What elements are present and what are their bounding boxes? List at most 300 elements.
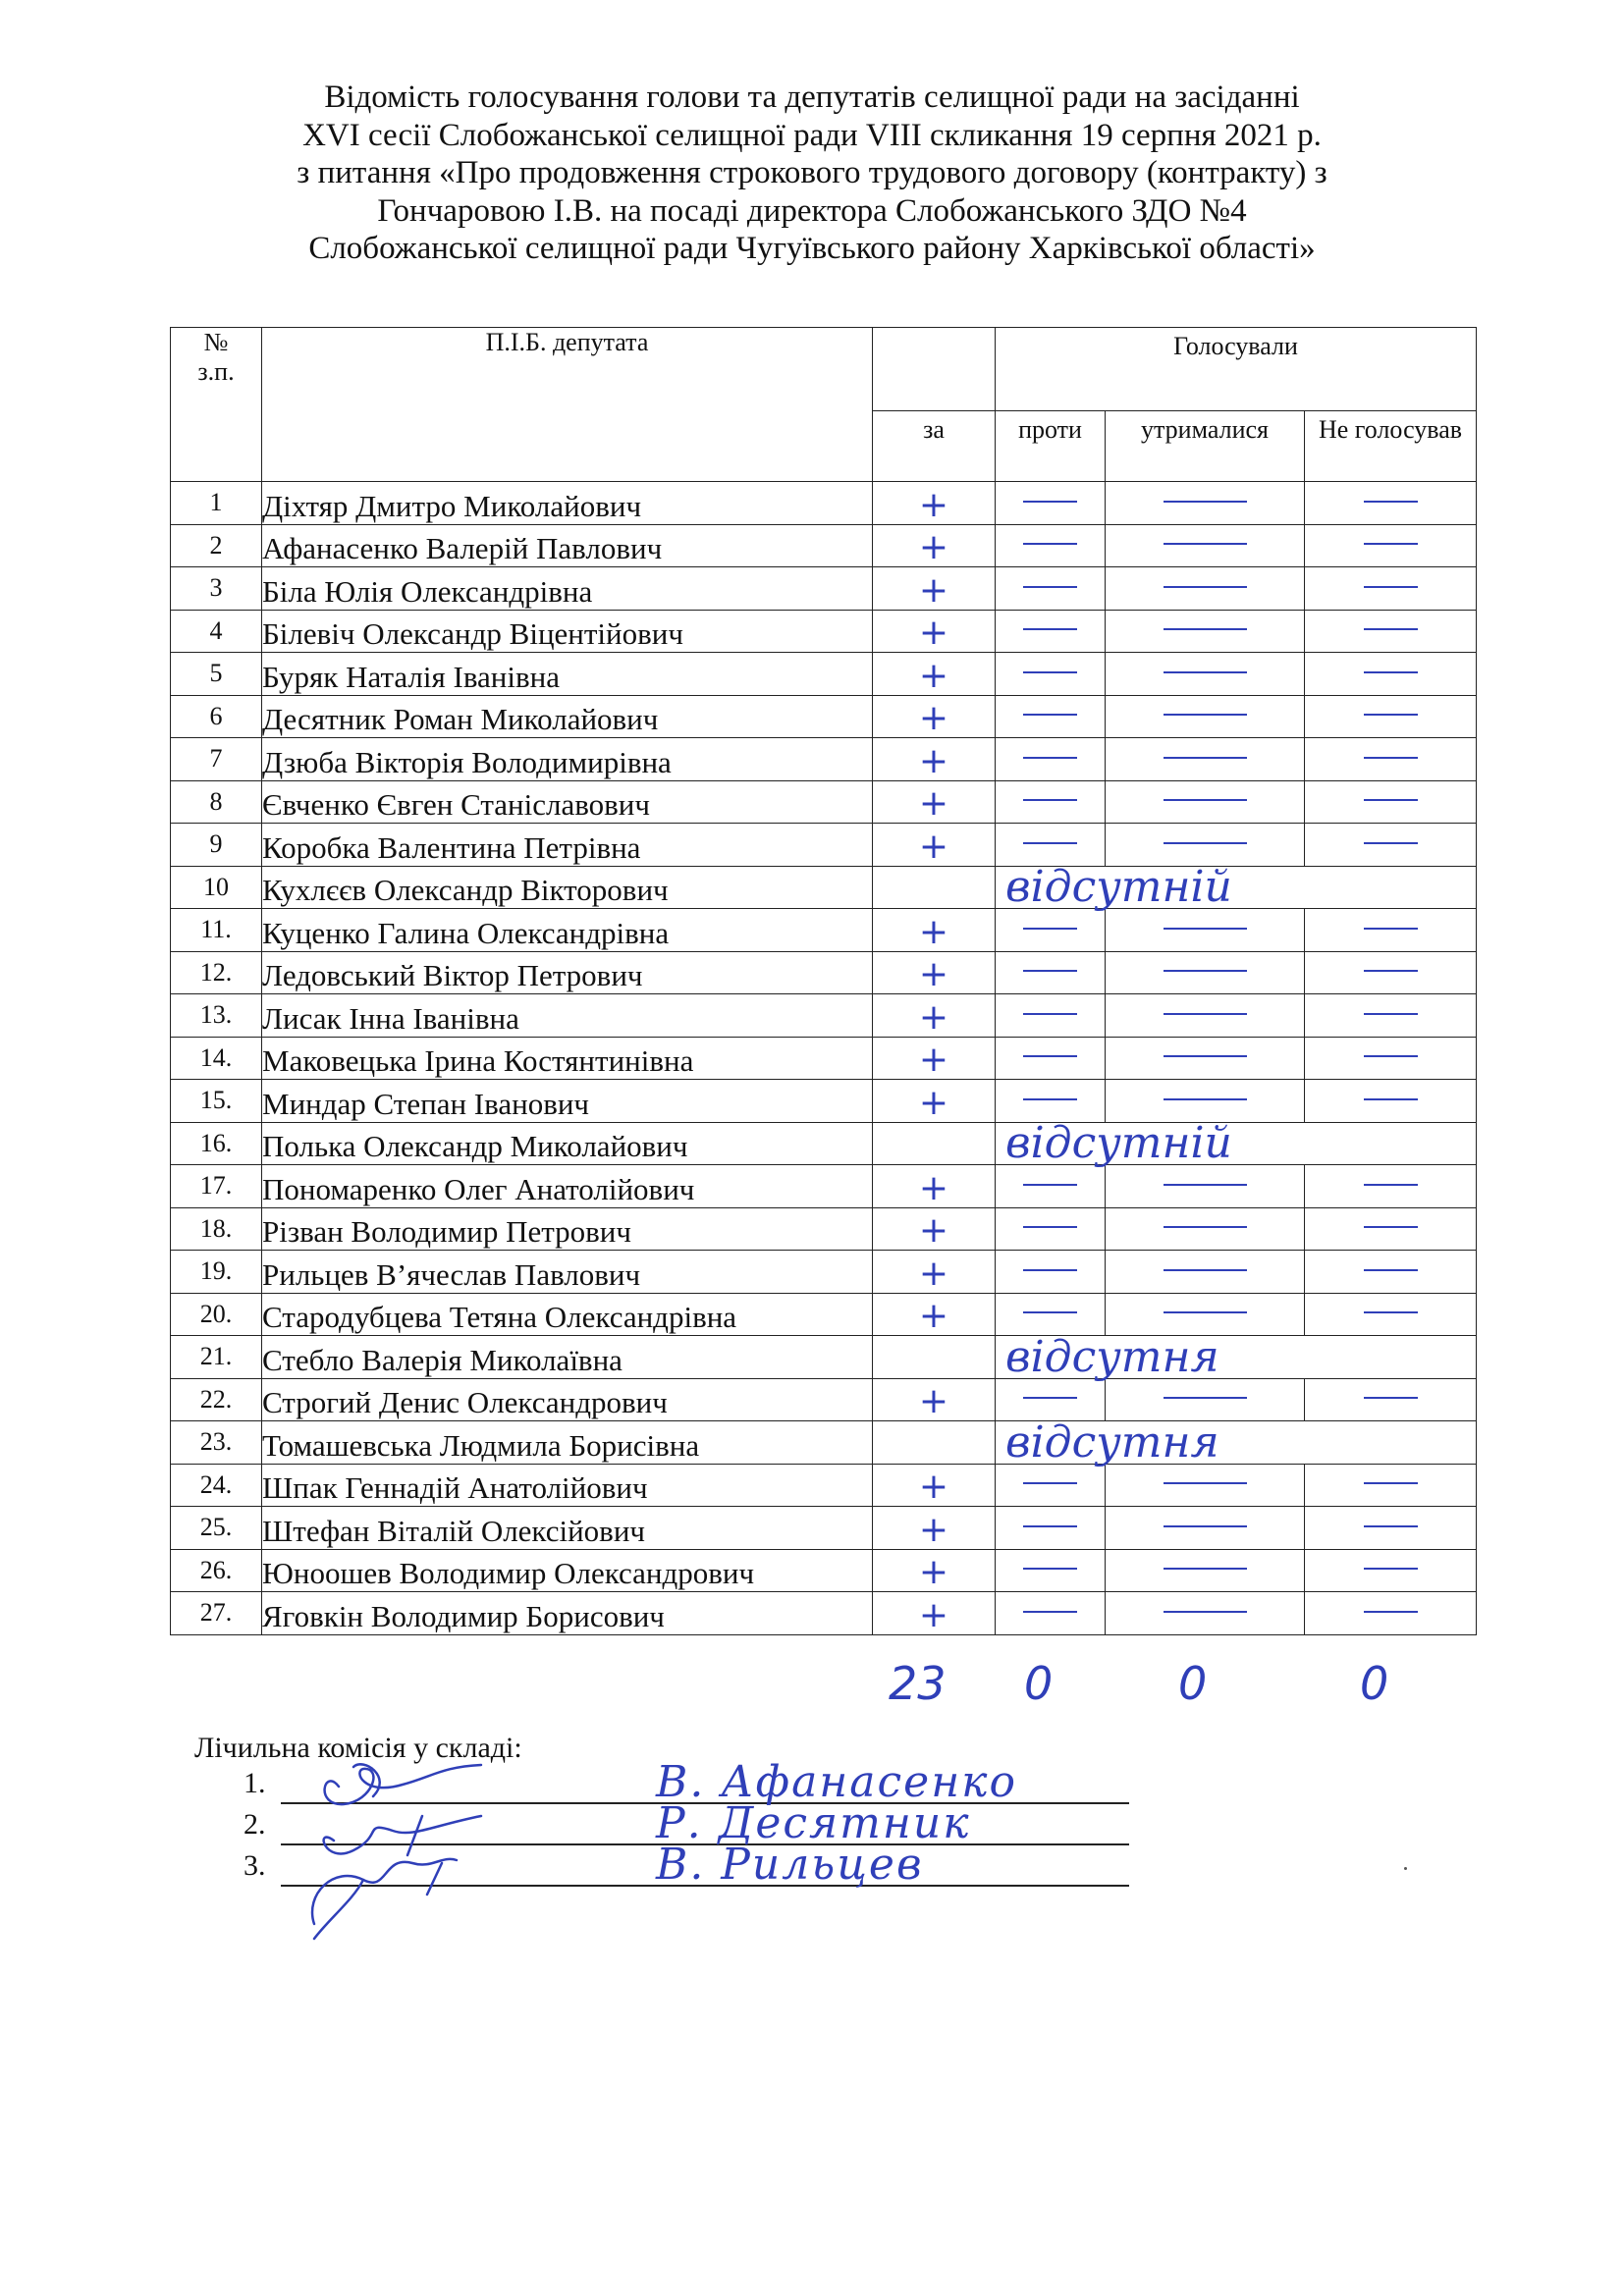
row-number: 22.	[171, 1378, 262, 1421]
table-row	[171, 695, 1477, 738]
deputy-name: Маковецька Ірина Костянтинівна	[262, 1037, 873, 1080]
total-against: 0	[1024, 1657, 1054, 1710]
dash-mark	[1023, 501, 1077, 503]
row-number: 18.	[171, 1207, 262, 1251]
vote-not-voted-cell	[1305, 780, 1477, 824]
dash-mark	[1023, 671, 1077, 673]
vote-not-voted-cell	[1305, 482, 1477, 525]
vote-against-cell	[996, 994, 1106, 1038]
absence-mark: відсутній	[1005, 1118, 1232, 1168]
table-row	[171, 1037, 1477, 1080]
table-row	[171, 1507, 1477, 1550]
table-row	[171, 951, 1477, 994]
member-handwritten-name: В. Рильцев	[656, 1840, 924, 1890]
vote-abstained-cell	[1106, 1464, 1305, 1507]
vote-for-mark: +	[918, 783, 949, 824]
member-handwritten-name: В. Афанасенко	[656, 1757, 1017, 1807]
table-row	[171, 866, 1477, 909]
row-number: 2	[171, 524, 262, 567]
dash-mark	[1364, 1568, 1418, 1570]
dash-mark	[1364, 799, 1418, 801]
dash-mark	[1364, 842, 1418, 844]
commission-label: Лічильна комісія у складі:	[194, 1732, 522, 1764]
vote-for-cell	[873, 1251, 996, 1294]
dash-mark	[1164, 1184, 1247, 1186]
deputy-name: Миндар Степан Іванович	[262, 1080, 873, 1123]
dash-mark	[1364, 1098, 1418, 1100]
vote-not-voted-cell	[1305, 610, 1477, 653]
vote-abstained-cell	[1106, 738, 1305, 781]
row-number: 6	[171, 695, 262, 738]
total-abstained: 0	[1178, 1657, 1208, 1710]
deputy-name: Штефан Віталій Олексійович	[262, 1507, 873, 1550]
header-against: проти	[996, 411, 1106, 482]
row-number: 26.	[171, 1549, 262, 1592]
vote-totals	[0, 1657, 1624, 1716]
deputy-name: Дзюба Вікторія Володимирівна	[262, 738, 873, 781]
vote-abstained-cell	[1106, 1378, 1305, 1421]
vote-abstained-cell	[1106, 653, 1305, 696]
deputy-name: Строгий Денис Олександрович	[262, 1378, 873, 1421]
row-number: 3	[171, 567, 262, 611]
vote-abstained-cell	[1106, 951, 1305, 994]
vote-against-cell	[996, 1549, 1106, 1592]
table-row	[171, 653, 1477, 696]
vote-against-cell	[996, 1293, 1106, 1336]
table-row	[171, 482, 1477, 525]
dash-mark	[1023, 799, 1077, 801]
header-not-voted: Не голосував	[1305, 411, 1477, 482]
table-row	[171, 738, 1477, 781]
vote-for-cell	[873, 524, 996, 567]
vote-for-mark: +	[918, 1552, 949, 1592]
title-line: Гончаровою І.В. на посаді директора Слобожанського ЗДО №4	[377, 192, 1247, 229]
deputy-name: Томашевська Людмила Борисівна	[262, 1421, 873, 1465]
vote-for-mark: +	[918, 1467, 949, 1507]
vote-for-cell	[873, 1592, 996, 1635]
vote-against-cell	[996, 1251, 1106, 1294]
vote-abstained-cell	[1106, 780, 1305, 824]
vote-against-cell	[996, 567, 1106, 611]
vote-for-mark: +	[918, 569, 949, 611]
vote-for-cell	[873, 1080, 996, 1123]
vote-for-cell	[873, 994, 996, 1038]
vote-for-cell	[873, 1293, 996, 1336]
table-row	[171, 1549, 1477, 1592]
dash-mark	[1364, 1525, 1418, 1527]
dash-mark	[1164, 1055, 1247, 1057]
vote-not-voted-cell	[1305, 738, 1477, 781]
vote-for-mark: +	[918, 1082, 949, 1123]
deputy-name: Євченко Євген Станіславович	[262, 780, 873, 824]
deputy-name: Діхтяр Дмитро Миколайович	[262, 482, 873, 525]
table-row	[171, 1165, 1477, 1208]
row-number: 16.	[171, 1122, 262, 1165]
dash-mark	[1023, 1013, 1077, 1015]
vote-against-cell	[996, 1592, 1106, 1635]
vote-for-mark: +	[918, 527, 949, 567]
dash-mark	[1023, 1482, 1077, 1484]
row-number: 7	[171, 738, 262, 781]
table-row	[171, 780, 1477, 824]
vote-for-cell	[873, 780, 996, 824]
deputy-name: Шпак Геннадій Анатолійович	[262, 1464, 873, 1507]
dash-mark	[1164, 1098, 1247, 1100]
vote-not-voted-cell	[1305, 524, 1477, 567]
dash-mark	[1364, 928, 1418, 930]
dash-mark	[1364, 714, 1418, 716]
vote-against-cell	[996, 1080, 1106, 1123]
dash-mark	[1364, 628, 1418, 630]
vote-for-cell	[873, 1336, 996, 1379]
vote-abstained-cell	[1106, 610, 1305, 653]
vote-not-voted-cell	[1305, 1464, 1477, 1507]
vote-against-cell	[996, 780, 1106, 824]
vote-for-cell	[873, 567, 996, 611]
vote-not-voted-cell	[1305, 1251, 1477, 1294]
row-number: 10	[171, 866, 262, 909]
dash-mark	[1364, 970, 1418, 972]
vote-for-cell	[873, 1507, 996, 1550]
vote-abstained-cell	[1106, 1293, 1305, 1336]
dash-mark	[1364, 543, 1418, 545]
vote-abstained-cell	[1106, 909, 1305, 952]
table-row	[171, 1378, 1477, 1421]
vote-for-cell	[873, 653, 996, 696]
vote-for-mark: +	[918, 1296, 949, 1336]
vote-abstained-cell	[1106, 1207, 1305, 1251]
table-row	[171, 567, 1477, 611]
table-row	[171, 1080, 1477, 1123]
vote-for-mark: +	[918, 698, 949, 738]
title-line: з питання «Про продовження строкового трудового договору (контракту) з	[297, 155, 1327, 190]
vote-against-cell	[996, 524, 1106, 567]
vote-for-cell	[873, 482, 996, 525]
vote-for-cell	[873, 824, 996, 867]
absence-mark: відсутній	[1005, 862, 1232, 912]
header-for: за	[873, 411, 996, 482]
vote-against-cell	[996, 1165, 1106, 1208]
vote-for-mark: +	[918, 1594, 949, 1635]
vote-against-cell	[996, 1464, 1106, 1507]
vote-for-mark: +	[918, 911, 949, 952]
row-number: 24.	[171, 1464, 262, 1507]
absence-cell	[996, 1416, 1477, 1468]
vote-for-cell	[873, 1378, 996, 1421]
row-number: 23.	[171, 1421, 262, 1465]
deputy-name: Ледовський Віктор Петрович	[262, 951, 873, 994]
vote-for-mark: +	[918, 1509, 949, 1550]
deputy-name: Рильцев В’ячеслав Павлович	[262, 1251, 873, 1294]
dash-mark	[1023, 1098, 1077, 1100]
vote-for-mark: +	[918, 484, 949, 525]
vote-against-cell	[996, 1037, 1106, 1080]
vote-abstained-cell	[1106, 1507, 1305, 1550]
table-row	[171, 524, 1477, 567]
table-row	[171, 824, 1477, 867]
header-num: № з.п.	[171, 328, 262, 482]
vote-for-mark: +	[918, 1253, 949, 1294]
row-number: 19.	[171, 1251, 262, 1294]
vote-for-cell	[873, 866, 996, 909]
deputy-name: Полька Олександр Миколайович	[262, 1122, 873, 1165]
dash-mark	[1023, 1055, 1077, 1057]
dash-mark	[1164, 671, 1247, 673]
vote-against-cell	[996, 1207, 1106, 1251]
dash-mark	[1023, 1269, 1077, 1271]
member-number: 2.	[244, 1808, 266, 1841]
deputy-name: Білевіч Олександр Віцентійович	[262, 610, 873, 653]
deputy-name: Біла Юлія Олександрівна	[262, 567, 873, 611]
dash-mark	[1364, 757, 1418, 759]
row-number: 12.	[171, 951, 262, 994]
vote-abstained-cell	[1106, 1037, 1305, 1080]
table-row	[171, 1592, 1477, 1635]
header-abstained: утрималися	[1106, 411, 1305, 482]
dash-mark	[1164, 1525, 1247, 1527]
voting-table	[170, 327, 1477, 1635]
table-row	[171, 909, 1477, 952]
dash-mark	[1023, 714, 1077, 716]
vote-not-voted-cell	[1305, 695, 1477, 738]
vote-not-voted-cell	[1305, 994, 1477, 1038]
dash-mark	[1164, 1568, 1247, 1570]
dash-mark	[1023, 842, 1077, 844]
deputy-name: Лисак Інна Іванівна	[262, 994, 873, 1038]
dash-mark	[1023, 1311, 1077, 1313]
row-number: 20.	[171, 1293, 262, 1336]
vote-not-voted-cell	[1305, 951, 1477, 994]
deputy-name: Куценко Галина Олександрівна	[262, 909, 873, 952]
row-number: 27.	[171, 1592, 262, 1635]
vote-against-cell	[996, 1507, 1106, 1550]
document-title	[147, 79, 1477, 268]
table-row	[171, 1336, 1477, 1379]
vote-abstained-cell	[1106, 1165, 1305, 1208]
dash-mark	[1364, 1397, 1418, 1399]
dash-mark	[1164, 1269, 1247, 1271]
row-number: 25.	[171, 1507, 262, 1550]
vote-abstained-cell	[1106, 567, 1305, 611]
vote-for-cell	[873, 1421, 996, 1465]
deputy-name: Пономаренко Олег Анатолійович	[262, 1165, 873, 1208]
row-number: 15.	[171, 1080, 262, 1123]
dash-mark	[1164, 1482, 1247, 1484]
header-empty	[873, 328, 996, 411]
member-number: 1.	[244, 1767, 266, 1799]
vote-against-cell	[996, 909, 1106, 952]
dash-mark	[1364, 1055, 1418, 1057]
table-row	[171, 1207, 1477, 1251]
absence-mark: відсутня	[1005, 1331, 1219, 1382]
dash-mark	[1023, 1226, 1077, 1228]
vote-for-cell	[873, 1464, 996, 1507]
dash-mark	[1023, 1397, 1077, 1399]
dash-mark	[1164, 543, 1247, 545]
dash-mark	[1023, 628, 1077, 630]
vote-for-cell	[873, 610, 996, 653]
vote-abstained-cell	[1106, 482, 1305, 525]
dash-mark	[1023, 1568, 1077, 1570]
vote-not-voted-cell	[1305, 824, 1477, 867]
vote-abstained-cell	[1106, 524, 1305, 567]
deputy-name: Десятник Роман Миколайович	[262, 695, 873, 738]
row-number: 9	[171, 824, 262, 867]
dash-mark	[1164, 757, 1247, 759]
vote-not-voted-cell	[1305, 1507, 1477, 1550]
vote-for-mark: +	[918, 826, 949, 867]
vote-for-cell	[873, 1122, 996, 1165]
dash-mark	[1364, 586, 1418, 588]
vote-abstained-cell	[1106, 695, 1305, 738]
scan-speck	[1404, 1867, 1407, 1870]
vote-abstained-cell	[1106, 1592, 1305, 1635]
vote-against-cell	[996, 610, 1106, 653]
dash-mark	[1164, 1013, 1247, 1015]
absence-mark: відсутня	[1005, 1416, 1219, 1468]
dash-mark	[1164, 970, 1247, 972]
dash-mark	[1164, 714, 1247, 716]
vote-for-cell	[873, 909, 996, 952]
table-row	[171, 1122, 1477, 1165]
vote-for-mark: +	[918, 1167, 949, 1208]
row-number: 17.	[171, 1165, 262, 1208]
dash-mark	[1364, 1482, 1418, 1484]
vote-for-mark: +	[918, 1040, 949, 1080]
dash-mark	[1364, 1226, 1418, 1228]
dash-mark	[1023, 543, 1077, 545]
vote-not-voted-cell	[1305, 1080, 1477, 1123]
table-row	[171, 994, 1477, 1038]
total-not-voted: 0	[1360, 1657, 1389, 1710]
deputy-name: Різван Володимир Петрович	[262, 1207, 873, 1251]
row-number: 14.	[171, 1037, 262, 1080]
vote-abstained-cell	[1106, 994, 1305, 1038]
dash-mark	[1164, 586, 1247, 588]
vote-for-cell	[873, 951, 996, 994]
title-line: XVI сесії Слобожанської селищної ради VIII скликання 19 серпня 2021 р.	[302, 117, 1322, 153]
dash-mark	[1364, 1184, 1418, 1186]
vote-abstained-cell	[1106, 1251, 1305, 1294]
dash-mark	[1164, 842, 1247, 844]
vote-for-mark: +	[918, 655, 949, 696]
vote-for-cell	[873, 1037, 996, 1080]
vote-not-voted-cell	[1305, 1378, 1477, 1421]
vote-for-mark: +	[918, 996, 949, 1038]
vote-abstained-cell	[1106, 1549, 1305, 1592]
member-number: 3.	[244, 1849, 266, 1882]
row-number: 13.	[171, 994, 262, 1038]
table-row	[171, 610, 1477, 653]
header-name: П.І.Б. депутата	[262, 328, 873, 482]
dash-mark	[1364, 1311, 1418, 1313]
absence-cell	[996, 1118, 1477, 1168]
vote-for-mark: +	[918, 740, 949, 781]
vote-against-cell	[996, 482, 1106, 525]
vote-for-mark: +	[918, 954, 949, 994]
dash-mark	[1023, 928, 1077, 930]
dash-mark	[1164, 799, 1247, 801]
deputy-name: Афанасенко Валерій Павлович	[262, 524, 873, 567]
member-handwritten-name: Р. Десятник	[656, 1798, 971, 1848]
vote-for-cell	[873, 1207, 996, 1251]
dash-mark	[1164, 928, 1247, 930]
title-line: Слобожанської селищної ради Чугуївського району Харківської області»	[308, 231, 1316, 266]
deputy-name: Коробка Валентина Петрівна	[262, 824, 873, 867]
dash-mark	[1023, 1611, 1077, 1613]
table-row	[171, 1464, 1477, 1507]
dash-mark	[1364, 501, 1418, 503]
dash-mark	[1364, 671, 1418, 673]
dash-mark	[1164, 1311, 1247, 1313]
dash-mark	[1364, 1013, 1418, 1015]
row-number: 11.	[171, 909, 262, 952]
vote-not-voted-cell	[1305, 1592, 1477, 1635]
deputy-name: Стебло Валерія Миколаївна	[262, 1336, 873, 1379]
dash-mark	[1164, 628, 1247, 630]
deputy-name: Стародубцева Тетяна Олександрівна	[262, 1293, 873, 1336]
dash-mark	[1023, 1184, 1077, 1186]
row-number: 1	[171, 482, 262, 525]
header-voted: Голосували	[996, 328, 1477, 411]
vote-not-voted-cell	[1305, 653, 1477, 696]
vote-against-cell	[996, 951, 1106, 994]
dash-mark	[1364, 1269, 1418, 1271]
vote-not-voted-cell	[1305, 1207, 1477, 1251]
deputy-name: Яговкін Володимир Борисович	[262, 1592, 873, 1635]
vote-not-voted-cell	[1305, 909, 1477, 952]
dash-mark	[1023, 970, 1077, 972]
signatures-image	[295, 1747, 550, 1944]
vote-abstained-cell	[1106, 824, 1305, 867]
vote-against-cell	[996, 824, 1106, 867]
vote-not-voted-cell	[1305, 1165, 1477, 1208]
dash-mark	[1164, 1226, 1247, 1228]
dash-mark	[1023, 1525, 1077, 1527]
vote-for-mark: +	[918, 1210, 949, 1251]
vote-for-cell	[873, 695, 996, 738]
dash-mark	[1164, 501, 1247, 503]
deputy-name: Кухлєєв Олександр Вікторович	[262, 866, 873, 909]
row-number: 4	[171, 610, 262, 653]
row-number: 8	[171, 780, 262, 824]
table-row	[171, 1251, 1477, 1294]
dash-mark	[1164, 1611, 1247, 1613]
dash-mark	[1364, 1611, 1418, 1613]
dash-mark	[1023, 757, 1077, 759]
vote-for-mark: +	[918, 1381, 949, 1421]
vote-against-cell	[996, 1378, 1106, 1421]
vote-not-voted-cell	[1305, 1037, 1477, 1080]
row-number: 21.	[171, 1336, 262, 1379]
vote-for-mark: +	[918, 613, 949, 653]
dash-mark	[1023, 586, 1077, 588]
vote-not-voted-cell	[1305, 567, 1477, 611]
table-row	[171, 1421, 1477, 1465]
vote-for-cell	[873, 738, 996, 781]
absence-cell	[996, 1331, 1477, 1382]
title-line: Відомість голосування голови та депутатів селищної ради на засіданні	[324, 80, 1300, 115]
vote-not-voted-cell	[1305, 1293, 1477, 1336]
table-row	[171, 1293, 1477, 1336]
deputy-name: Юноошев Володимир Олександрович	[262, 1549, 873, 1592]
vote-against-cell	[996, 738, 1106, 781]
absence-cell	[996, 862, 1477, 912]
dash-mark	[1164, 1397, 1247, 1399]
row-number: 5	[171, 653, 262, 696]
vote-against-cell	[996, 695, 1106, 738]
vote-against-cell	[996, 653, 1106, 696]
